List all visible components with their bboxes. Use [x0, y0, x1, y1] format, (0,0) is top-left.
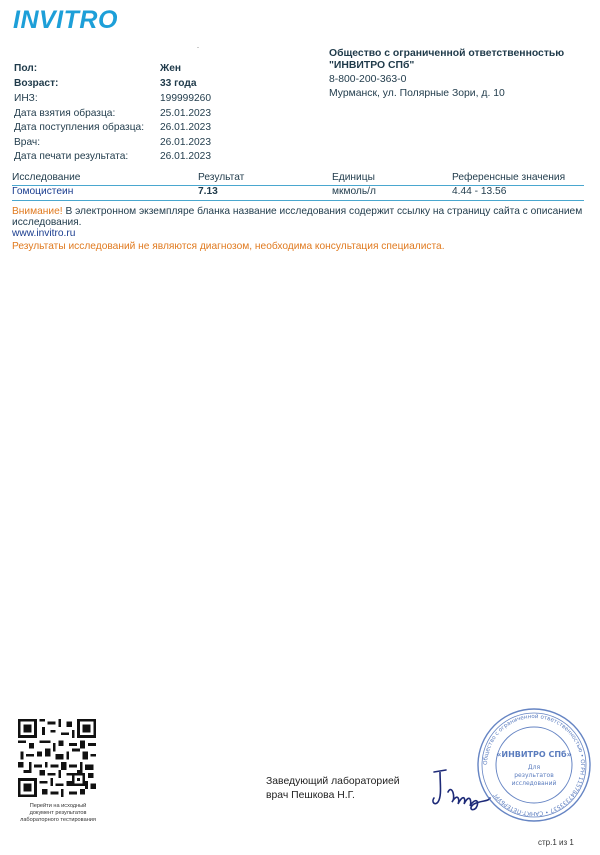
stamp-outer-text: Общество с ограниченной ответственностью • ОГРН 1157847333537 • САНКТ-ПЕТЕРБУРГ — [482, 713, 586, 817]
header-reference: Референсные значения — [452, 172, 566, 183]
printed-value: 26.01.2023 — [160, 151, 211, 162]
notice-label: Внимание! — [12, 206, 63, 217]
org-address: Мурманск, ул. Полярные Зори, д. 10 — [329, 88, 505, 99]
page-number: стр.1 из 1 — [538, 838, 574, 847]
sex-value: Жен — [160, 63, 182, 74]
qr-caption-line3: лабораторного тестирования — [20, 817, 96, 823]
inz-value: 199999260 — [160, 93, 211, 104]
qr-code[interactable] — [18, 719, 96, 797]
organization-stamp — [474, 705, 594, 825]
signatory-name: врач Пешкова Н.Г. — [266, 790, 355, 801]
notice-text-line1: В электронном экземпляре бланка название исследования содержит ссылку на страницу сайта с описанием — [62, 206, 583, 217]
collected-label: Дата взятия образца: — [14, 108, 116, 119]
stamp-sub-text-3: исследований — [511, 780, 557, 787]
organization-block — [329, 48, 589, 100]
header-result: Результат — [198, 172, 245, 183]
doctor-value: 26.01.2023 — [160, 137, 211, 148]
age-value: 33 года — [160, 78, 197, 89]
test-reference: 4.44 - 13.56 — [452, 186, 507, 197]
header-test: Исследование — [12, 172, 81, 183]
notice — [12, 206, 590, 239]
qr-caption — [10, 803, 106, 824]
divider-mark — [197, 47, 199, 48]
stamp-sub-text-1: Для — [527, 764, 541, 771]
test-result: 7.13 — [198, 186, 218, 197]
collected-value: 25.01.2023 — [160, 108, 211, 119]
qr-caption-line2: документ результатов — [29, 810, 87, 816]
stamp-center-text: «ИНВИТРО СПб» — [496, 750, 572, 759]
sex-label: Пол: — [14, 63, 38, 74]
disclaimer: Результаты исследований не являются диагнозом, необходима консультация специалиста. — [12, 241, 445, 252]
notice-text-line2: исследования. — [12, 217, 82, 228]
received-value: 26.01.2023 — [160, 122, 211, 133]
qr-caption-line1: Перейти на исходный — [29, 803, 87, 809]
signatory — [266, 775, 400, 803]
table-row — [12, 186, 584, 201]
test-name-link[interactable]: Гомоцистеин — [12, 186, 74, 197]
org-phone: 8-800-200-363-0 — [329, 74, 407, 85]
invitro-logo: INVITRO — [13, 6, 118, 34]
stamp-sub-text-2: результатов — [514, 772, 554, 779]
org-name-line1: Общество с ограниченной ответственностью — [329, 48, 565, 59]
org-name-line2: "ИНВИТРО СПб" — [329, 60, 415, 71]
age-label: Возраст: — [14, 78, 59, 89]
invitro-link[interactable]: www.invitro.ru — [12, 228, 76, 239]
test-units: мкмоль/л — [332, 186, 376, 197]
signatory-title: Заведующий лабораторией — [266, 776, 400, 787]
results-table-header — [12, 172, 584, 186]
doctor-label: Врач: — [14, 137, 41, 148]
printed-label: Дата печати результата: — [14, 151, 129, 162]
received-label: Дата поступления образца: — [14, 122, 145, 133]
header-units: Единицы — [332, 172, 375, 183]
inz-label: ИНЗ: — [14, 93, 38, 104]
